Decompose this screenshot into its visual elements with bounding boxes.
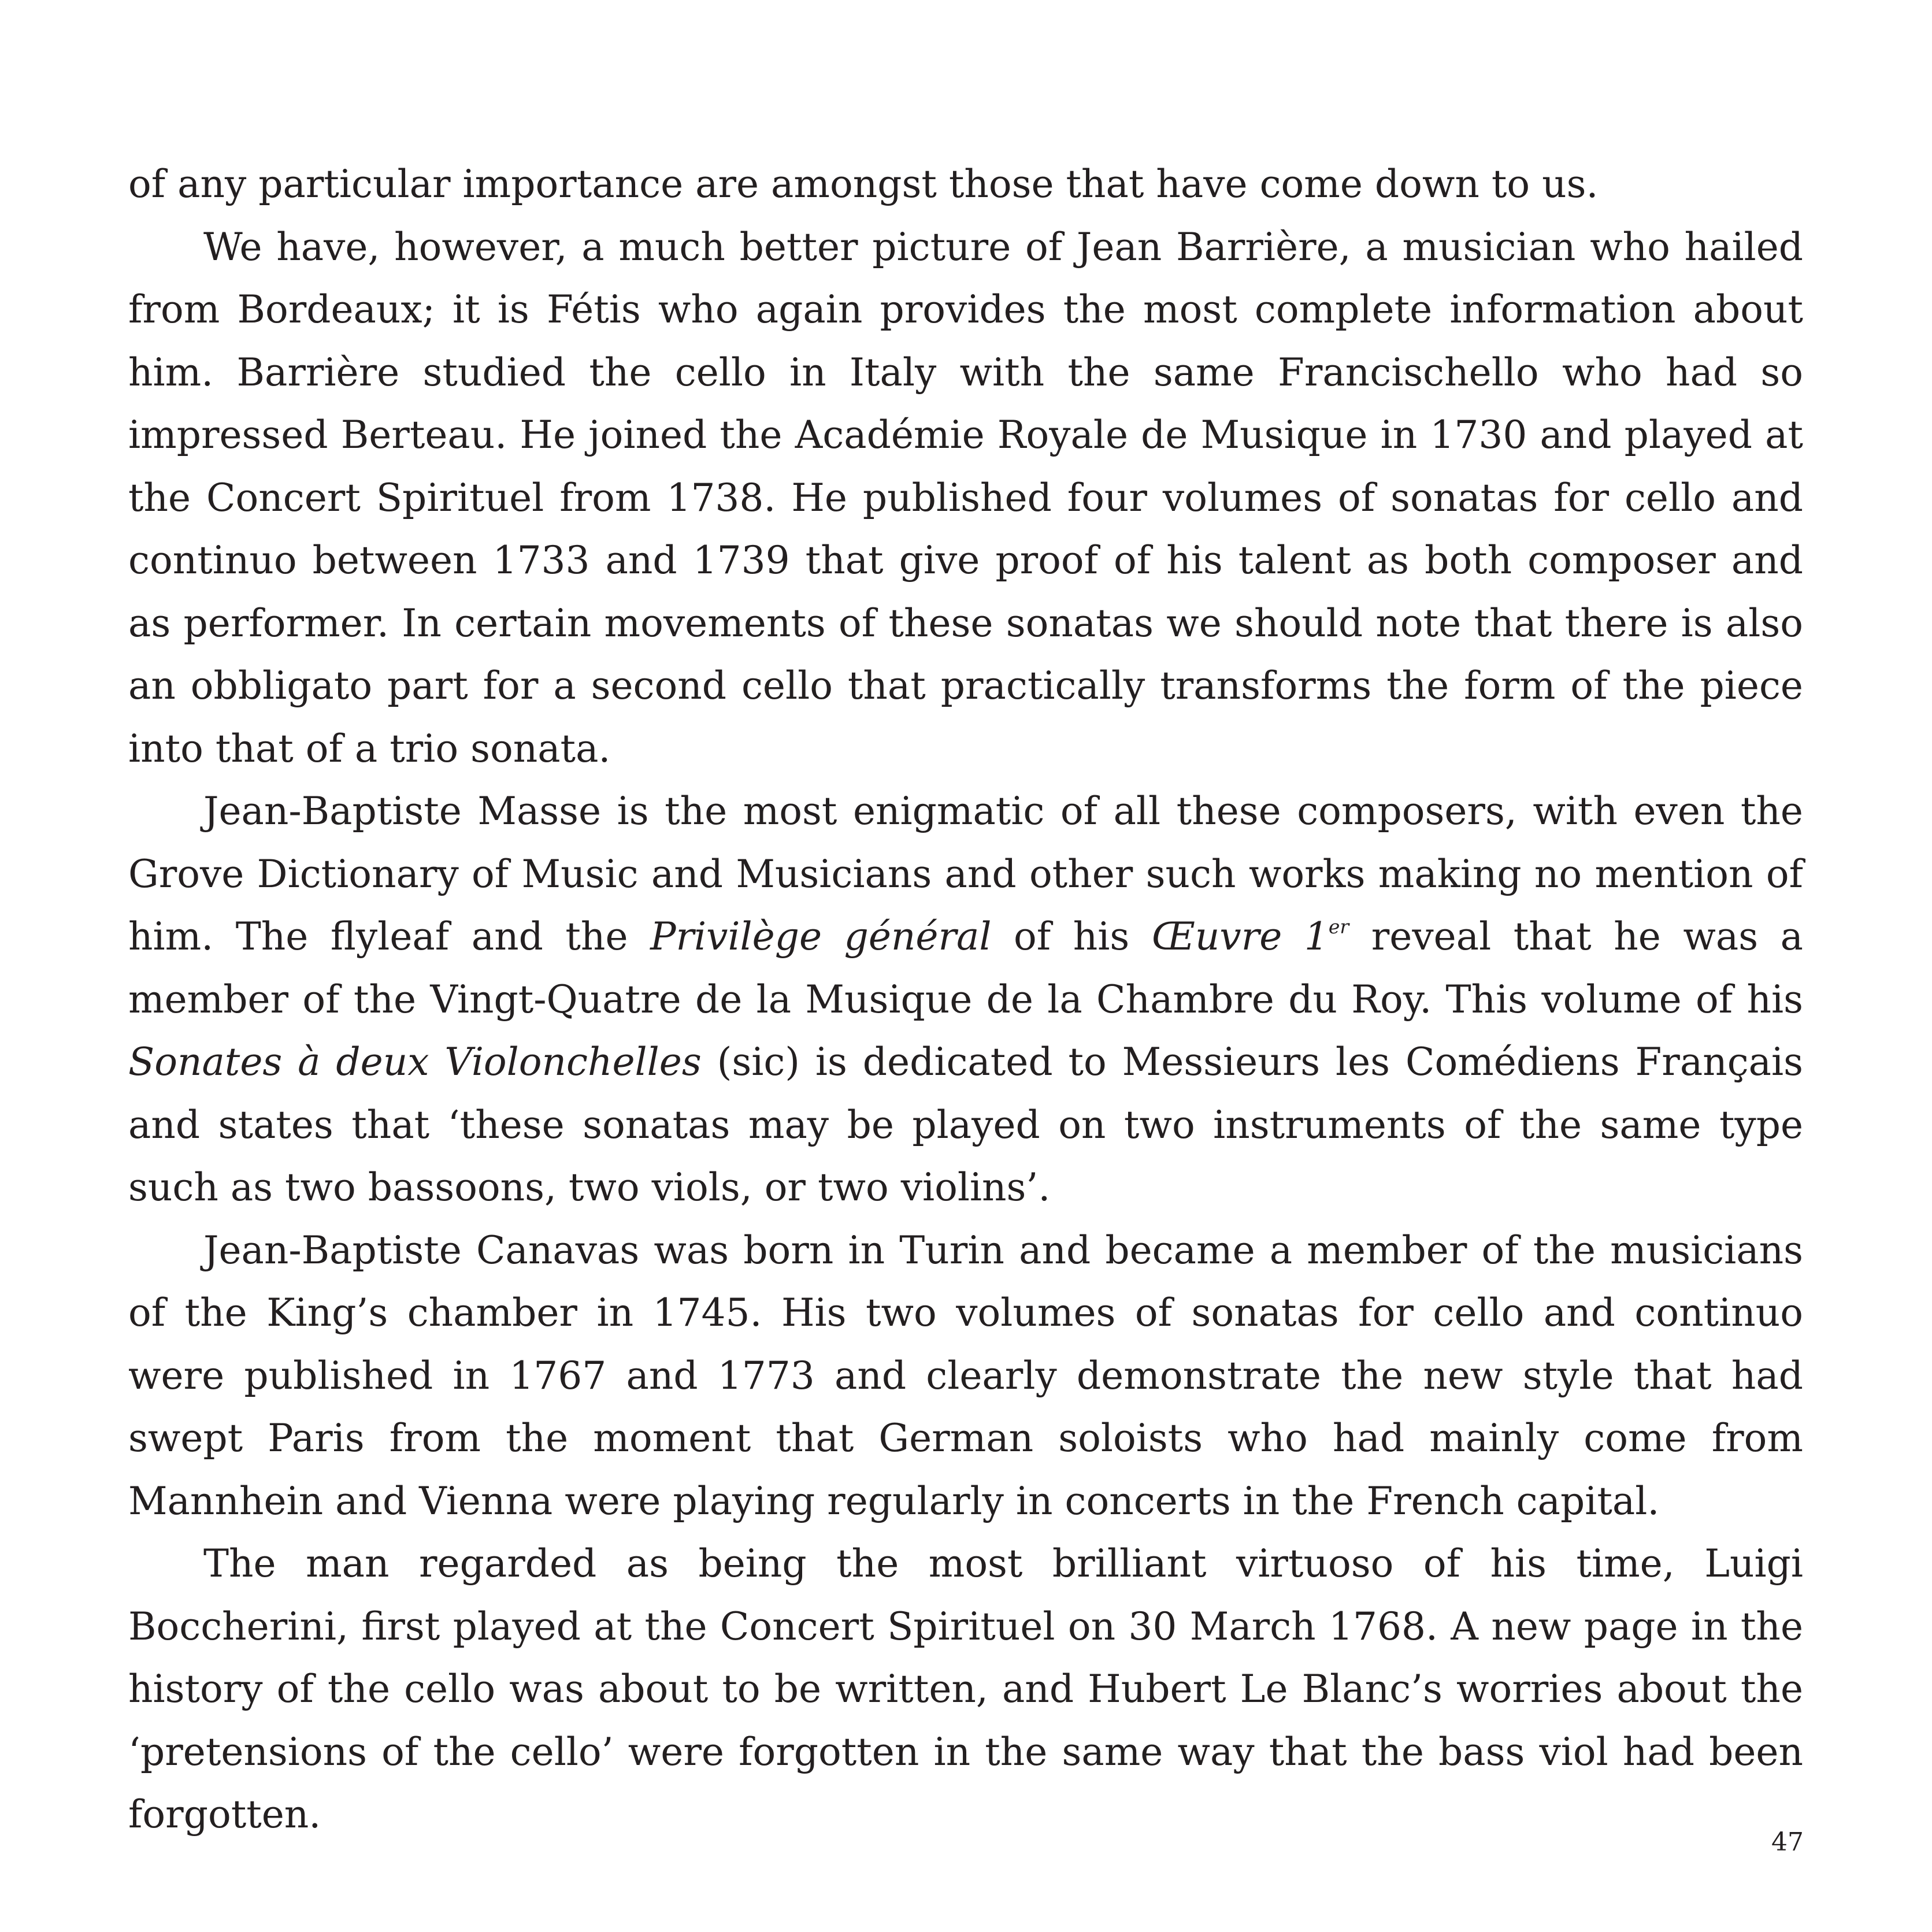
paragraph-1: of any particular importance are amongst those that have come down to us. xyxy=(128,162,1599,206)
paragraph-5: The man regarded as being the most brilliant virtuoso of his time, Luigi Boccherini, first played at the Concert Spirituel on 30 March 1768. A new page in the history of the cello was about to be written, and Hubert Le Blanc’s worries about the ‘pretensions of the cello’ were forgotten in the same way that the bass viol had been forgotten. xyxy=(128,1541,1803,1837)
paragraph-3-text-c: of his xyxy=(991,914,1152,959)
privilege-general-title: Privilège général xyxy=(650,914,992,959)
page-number: 47 xyxy=(1771,1827,1804,1857)
paragraph-3-text-a: Jean-Baptiste Masse is the most enigmatic of all these composers, with even the Grove Dictionary of Music and Musicians and other such works making no mention of him. The flyleaf and the xyxy=(128,789,1803,959)
paragraph-4: Jean-Baptiste Canavas was born in Turin and became a member of the musicians of the King’s chamber in 1745. His two volumes of sonatas for cello and continuo were published in 1767 and 1773 and clearly demonstrate the new style that had swept Paris from the moment that German soloists who had mainly come from Mannhein and Vienna were playing regularly in concerts in the French capital. xyxy=(128,1228,1803,1523)
paragraph-2: We have, however, a much better picture of Jean Barrière, a musician who hailed from Bordeaux; it is Fétis who again provides the most complete information about him. Barrière studied the cello in Italy with the same Francischello who had so impressed Berteau. He joined the Académie Royale de Musique in 1730 and played at the Concert Spirituel from 1738. He published four volumes of sonatas for cello and continuo between 1733 and 1739 that give proof of his talent as both composer and as performer. In certain movements of these sonatas we should note that there is also an obbligato part for a second cello that practically transforms the form of the piece into that of a trio sonata. xyxy=(128,224,1803,771)
sonates-title: Sonates à deux Violonchelles xyxy=(128,1040,702,1084)
paragraph-3 xyxy=(128,780,1803,1219)
paragraph-3-text-f: reveal that he was a member of the Vingt-Quatre de la Musique de la Chambre du Roy. This volume of his xyxy=(128,914,1803,1022)
oeuvre-title: Œuvre 1 xyxy=(1151,914,1329,959)
paragraph-3-text-h: (sic) is dedicated to Messieurs les Comédiens Français and states that ‘these sonatas may be played on two instruments of the same type such as two bassoons, two viols, or two violins’. xyxy=(128,1040,1803,1210)
oeuvre-superscript: er xyxy=(1328,915,1349,938)
body-text xyxy=(128,153,1803,1846)
